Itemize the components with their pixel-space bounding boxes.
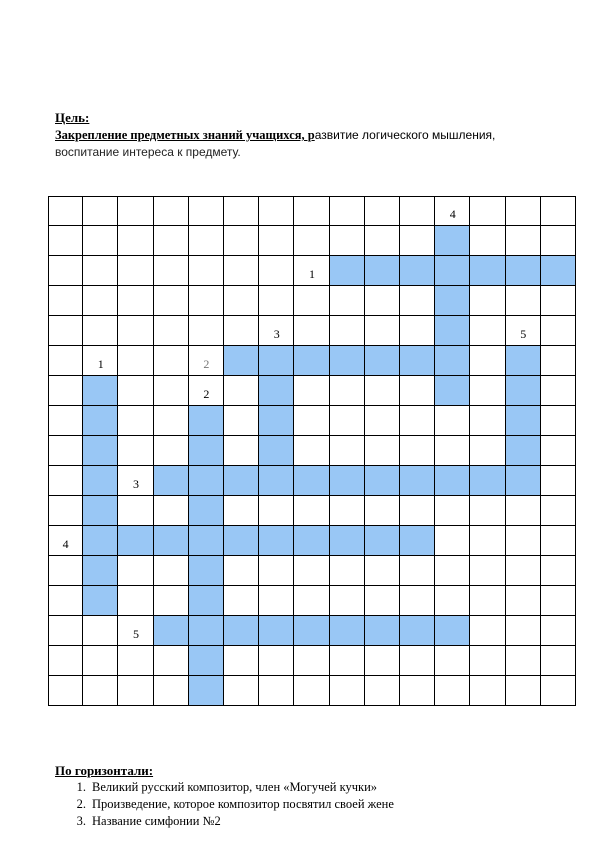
crossword-cell [48,196,83,226]
crossword-cell-filled [189,646,224,676]
crossword-cell-filled [189,676,224,706]
crossword-cell [365,286,400,316]
crossword-cell [154,196,189,226]
crossword-cell [294,586,329,616]
clue-number-label: 4 [449,207,456,221]
crossword-cell [294,406,329,436]
crossword-cell-filled [224,526,259,556]
crossword-cell-filled [400,256,435,286]
clue-text: Великий русский композитор, член «Могучей кучки» [92,780,378,794]
crossword-cell-filled [330,256,365,286]
crossword-cell [294,436,329,466]
crossword-cell [224,436,259,466]
goal-text-part-c: воспитание интереса к предмету. [55,145,241,159]
crossword-cell [400,226,435,256]
crossword-cell [48,376,83,406]
crossword-cell-filled [259,346,294,376]
crossword-cell-filled [294,466,329,496]
crossword-cell-filled [470,466,505,496]
crossword-cell-filled [224,466,259,496]
crossword-cell-filled [365,616,400,646]
crossword-cell [189,196,224,226]
crossword-cell-filled [330,466,365,496]
crossword-cell-filled [435,316,470,346]
crossword-cell [435,436,470,466]
crossword-cell [400,586,435,616]
crossword-cell [224,256,259,286]
crossword-cell-filled [224,616,259,646]
crossword-cell [506,496,541,526]
crossword-cell [118,346,153,376]
crossword-cell [48,256,83,286]
crossword-cell [48,346,83,376]
clue-text: Произведение, которое композитор посвятил своей жене [92,797,394,811]
crossword-cell [506,586,541,616]
across-clues-list [70,780,394,831]
crossword-cell [541,496,576,526]
crossword-cell [435,676,470,706]
crossword-cell-filled [189,616,224,646]
crossword-cell-filled [189,496,224,526]
crossword-cell [154,406,189,436]
crossword-cell [259,196,294,226]
clue-number: 3. [76,814,86,828]
clue-item [70,814,394,831]
crossword-cell [154,676,189,706]
crossword-cell [470,526,505,556]
crossword-cell [541,286,576,316]
crossword-cell-filled [506,466,541,496]
crossword-cell [294,196,329,226]
crossword-cell [118,496,153,526]
crossword-cell [506,676,541,706]
crossword-cell [224,286,259,316]
crossword-cell [506,616,541,646]
crossword-cell [154,496,189,526]
crossword-cell [365,196,400,226]
crossword-cell [365,496,400,526]
crossword-cell [259,496,294,526]
crossword-cell [541,346,576,376]
crossword-cell [154,556,189,586]
crossword-cell [506,286,541,316]
crossword-cell [330,406,365,436]
crossword-cell [541,196,576,226]
crossword-cell [365,226,400,256]
crossword-cell [365,676,400,706]
crossword-cell [259,256,294,286]
crossword-cell [365,586,400,616]
crossword-cell [259,286,294,316]
clue-number-label: 2 [203,357,210,371]
crossword-cell [400,436,435,466]
crossword-cell [118,676,153,706]
crossword-cell [118,196,153,226]
clue-number: 1. [76,780,86,794]
crossword-cell [154,376,189,406]
crossword-cell-filled [506,256,541,286]
crossword-cell [224,676,259,706]
goal-text-part-a: Закрепление предметных знаний учащихся, р [55,128,315,142]
crossword-cell-filled [154,616,189,646]
crossword-cell [224,376,259,406]
crossword-cell [48,556,83,586]
crossword-cell-filled [83,526,118,556]
crossword-cell-filled [365,466,400,496]
crossword-cell [470,436,505,466]
crossword-cell [154,346,189,376]
crossword-cell [470,226,505,256]
crossword-cell [330,316,365,346]
crossword-cell-filled [330,526,365,556]
crossword-cell-filled [470,256,505,286]
crossword-cell [48,586,83,616]
crossword-cell [118,286,153,316]
crossword-cell [154,436,189,466]
crossword-cell [541,526,576,556]
crossword-cell-filled [154,526,189,556]
crossword-cell [541,646,576,676]
crossword-cell [506,526,541,556]
crossword-cell-filled [365,526,400,556]
clue-item [70,797,394,814]
crossword-cell [435,406,470,436]
crossword-cell [83,316,118,346]
crossword-cell [470,556,505,586]
crossword-cell-filled [506,376,541,406]
crossword-cell [541,226,576,256]
crossword-cell-filled [259,526,294,556]
crossword-cell [541,556,576,586]
crossword-cell-filled [435,346,470,376]
clue-number-label: 4 [62,537,69,551]
crossword-grid [48,196,576,706]
goal-text-line-2 [55,145,241,160]
crossword-cell [541,466,576,496]
crossword-cell-filled [259,436,294,466]
crossword-cell [541,406,576,436]
crossword-cell [48,466,83,496]
crossword-cell [118,376,153,406]
crossword-cell-filled [83,406,118,436]
crossword-cell [83,226,118,256]
clue-item [70,780,394,797]
crossword-cell-filled [400,526,435,556]
crossword-cell [365,436,400,466]
crossword-cell [154,256,189,286]
crossword-cell [330,196,365,226]
crossword-cell [400,316,435,346]
crossword-cell [48,616,83,646]
crossword-cell [365,376,400,406]
crossword-cell [48,436,83,466]
crossword-cell [330,436,365,466]
crossword-cell [154,646,189,676]
crossword-cell-filled [506,436,541,466]
crossword-cell [470,376,505,406]
crossword-cell [259,646,294,676]
clue-number-label: 3 [133,477,139,491]
crossword-cell [435,556,470,586]
crossword-cell [470,316,505,346]
crossword-cell [224,496,259,526]
crossword-cell [224,646,259,676]
crossword-cell [154,226,189,256]
crossword-cell-filled [259,376,294,406]
crossword-cell [294,286,329,316]
crossword-cell [118,436,153,466]
crossword-cell-filled [189,466,224,496]
crossword-cell [118,406,153,436]
crossword-cell [83,196,118,226]
crossword-cell [48,406,83,436]
crossword-cell-filled [400,466,435,496]
crossword-cell-filled [330,616,365,646]
crossword-cell [365,646,400,676]
crossword-cell-filled [83,436,118,466]
crossword-cell [541,676,576,706]
crossword-cell-filled [189,556,224,586]
crossword-cell-filled [259,466,294,496]
crossword-cell [541,316,576,346]
crossword-cell [48,676,83,706]
crossword-cell-filled [83,496,118,526]
crossword-cell [400,406,435,436]
crossword-cell [48,226,83,256]
crossword-cell-filled [506,406,541,436]
crossword-cell [294,646,329,676]
crossword-cell [506,556,541,586]
crossword-cell [154,316,189,346]
crossword-cell [400,556,435,586]
crossword-cell [118,226,153,256]
clue-number: 2. [76,797,86,811]
crossword-cell [400,496,435,526]
across-title: По горизонтали: [55,763,154,778]
crossword-cell-filled [541,256,576,286]
crossword-cell [330,646,365,676]
crossword-cell [224,316,259,346]
crossword-cell-filled [400,346,435,376]
crossword-cell [294,316,329,346]
crossword-cell [435,496,470,526]
crossword-cell-filled [435,286,470,316]
crossword-cell [294,226,329,256]
crossword-cell-filled [224,346,259,376]
clue-number-label: 1 [309,267,315,281]
crossword-cell [435,526,470,556]
crossword-cell [400,376,435,406]
crossword-cell [118,316,153,346]
crossword-cell [435,586,470,616]
crossword-cell-filled [435,226,470,256]
crossword-cell [365,406,400,436]
crossword-cell [470,616,505,646]
crossword-cell-filled [189,406,224,436]
crossword-cell-filled [154,466,189,496]
clue-number-label: 1 [97,357,104,371]
goal-text-part-b: азвитие логического мышления, [314,128,496,142]
crossword-cell [330,556,365,586]
crossword-cell-filled [83,556,118,586]
crossword-cell [470,586,505,616]
crossword-cell-filled [189,526,224,556]
clue-number-label: 5 [520,327,527,341]
crossword-cell [189,286,224,316]
crossword-cell [118,586,153,616]
goal-text-line-1 [55,128,495,143]
crossword-cell [154,286,189,316]
crossword-cell [48,496,83,526]
crossword-cell [294,556,329,586]
crossword-cell-filled [83,466,118,496]
crossword-cell [224,406,259,436]
crossword-cell [470,196,505,226]
crossword-cell [118,256,153,286]
crossword-cell-filled [259,406,294,436]
crossword-cell [470,346,505,376]
crossword-cell [330,286,365,316]
crossword-cell-filled [365,256,400,286]
crossword-cell-filled [435,466,470,496]
crossword-cell [48,316,83,346]
crossword-cell [365,556,400,586]
crossword-cell [189,226,224,256]
crossword-cell [400,196,435,226]
crossword-cell [294,676,329,706]
crossword-cell [400,646,435,676]
clue-text: Название симфонии №2 [92,814,221,828]
crossword-cell [435,646,470,676]
crossword-cell [118,556,153,586]
crossword-cell-filled [83,376,118,406]
crossword-cell [470,646,505,676]
crossword-cell-filled [330,346,365,376]
crossword-cell-filled [118,526,153,556]
crossword-cell [224,556,259,586]
crossword-cell [224,196,259,226]
crossword-cell-filled [259,616,294,646]
crossword-cell [224,586,259,616]
crossword-cell [48,646,83,676]
crossword-cell [83,256,118,286]
clue-number-label: 3 [273,327,280,341]
crossword-cell [330,496,365,526]
crossword-cell [224,226,259,256]
crossword-cell-filled [294,346,329,376]
crossword-cell [470,286,505,316]
crossword-cell-filled [294,526,329,556]
crossword-cell [365,316,400,346]
crossword-cell [330,676,365,706]
crossword-cell [189,256,224,286]
crossword-cell [189,316,224,346]
crossword-cell [48,286,83,316]
crossword-cell-filled [435,376,470,406]
crossword-cell [330,586,365,616]
clue-number-label: 5 [133,627,139,641]
crossword-cell [330,376,365,406]
crossword-cell [118,646,153,676]
crossword-cell [400,676,435,706]
crossword-cell [541,586,576,616]
crossword-cell-filled [506,346,541,376]
crossword-cell [470,406,505,436]
crossword-cell-filled [435,616,470,646]
crossword-cell [83,286,118,316]
clue-number-label: 2 [203,387,210,401]
crossword-cell [470,676,505,706]
crossword-cell [83,646,118,676]
crossword-cell-filled [365,346,400,376]
crossword-cell [506,196,541,226]
crossword-cell [83,616,118,646]
crossword-cell-filled [83,586,118,616]
crossword-cell [259,226,294,256]
crossword-cell [83,676,118,706]
crossword-cell [259,556,294,586]
crossword-cell-filled [435,256,470,286]
crossword-cell [259,676,294,706]
crossword-cell [154,586,189,616]
crossword-cell [541,436,576,466]
crossword-cell [541,376,576,406]
crossword-cell [294,376,329,406]
goal-title: Цель: [55,110,90,125]
crossword-cell [506,226,541,256]
crossword-cell [506,646,541,676]
crossword-cell [259,586,294,616]
crossword-cell-filled [294,616,329,646]
crossword-cell-filled [189,436,224,466]
crossword-cell [400,286,435,316]
crossword-cell [294,496,329,526]
crossword-cell [541,616,576,646]
crossword-cell-filled [400,616,435,646]
crossword-cell-filled [189,586,224,616]
crossword-cell [330,226,365,256]
crossword-cell [470,496,505,526]
